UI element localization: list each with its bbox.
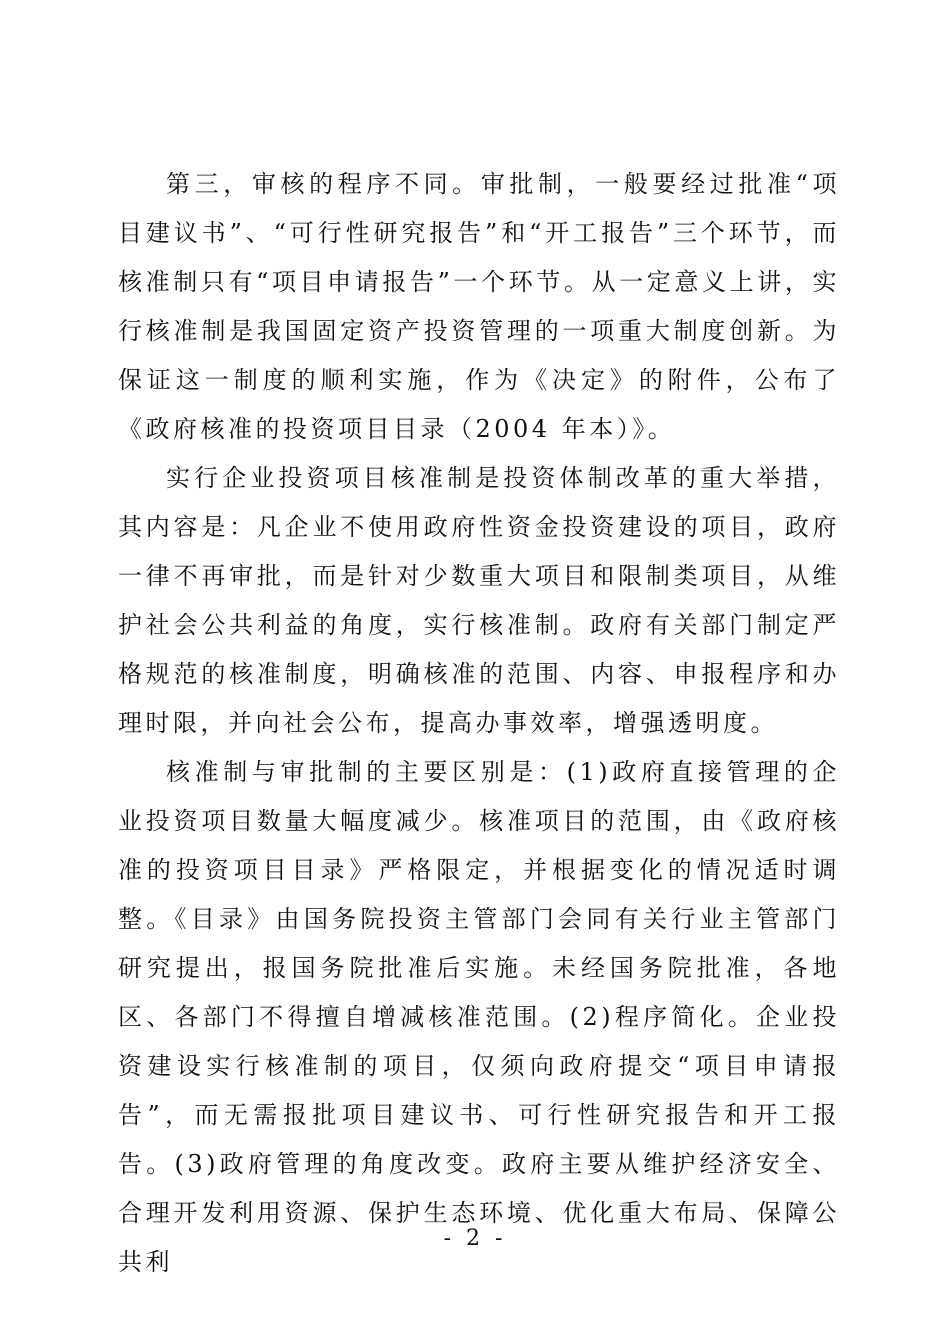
page-number: - 2 -	[443, 1226, 507, 1251]
paragraph-approval-system: 实行企业投资项目核准制是投资体制改革的重大举措，其内容是：凡企业不使用政府性资金投资建设的项目，政府一律不再审批，而是针对少数重大项目和限制类项目，从维护社会公共利益的角度，实行核准制。政府有关部门制定严格规范的核准制度，明确核准的范围、内容、申报程序和办理时限，并向社会公布，提高办事效率，增强透明度。	[118, 464, 840, 737]
body-text	[118, 160, 840, 1287]
paragraph-main-differences: 核准制与审批制的主要区别是：(1)政府直接管理的企业投资项目数量大幅度减少。核准项目的范围，由《政府核准的投资项目目录》严格限定，并根据变化的情况适时调整。《目录》由国务院投资主管部门会同有关行业主管部门研究提出，报国务院批准后实施。未经国务院批准，各地区、各部门不得擅自增减核准范围。(2)程序简化。企业投资建设实行核准制的项目，仅须向政府提交“项目申请报告”，而无需报批项目建议书、可行性研究报告和开工报告。(3)政府管理的角度改变。政府主要从维护经济安全、合理开发利用资源、保护生态环境、优化重大布局、保障公共利	[118, 758, 840, 1276]
paragraph-review-procedure: 第三，审核的程序不同。审批制，一般要经过批准“项目建议书”、“可行性研究报告”和“开工报告”三个环节，而核准制只有“项目申请报告”一个环节。从一定意义上讲，实行核准制是我国固定资产投资管理的一项重大制度创新。为保证这一制度的顺利实施，作为《决定》的附件，公布了《政府核准的投资项目目录（2004 年本）》。	[118, 170, 840, 443]
